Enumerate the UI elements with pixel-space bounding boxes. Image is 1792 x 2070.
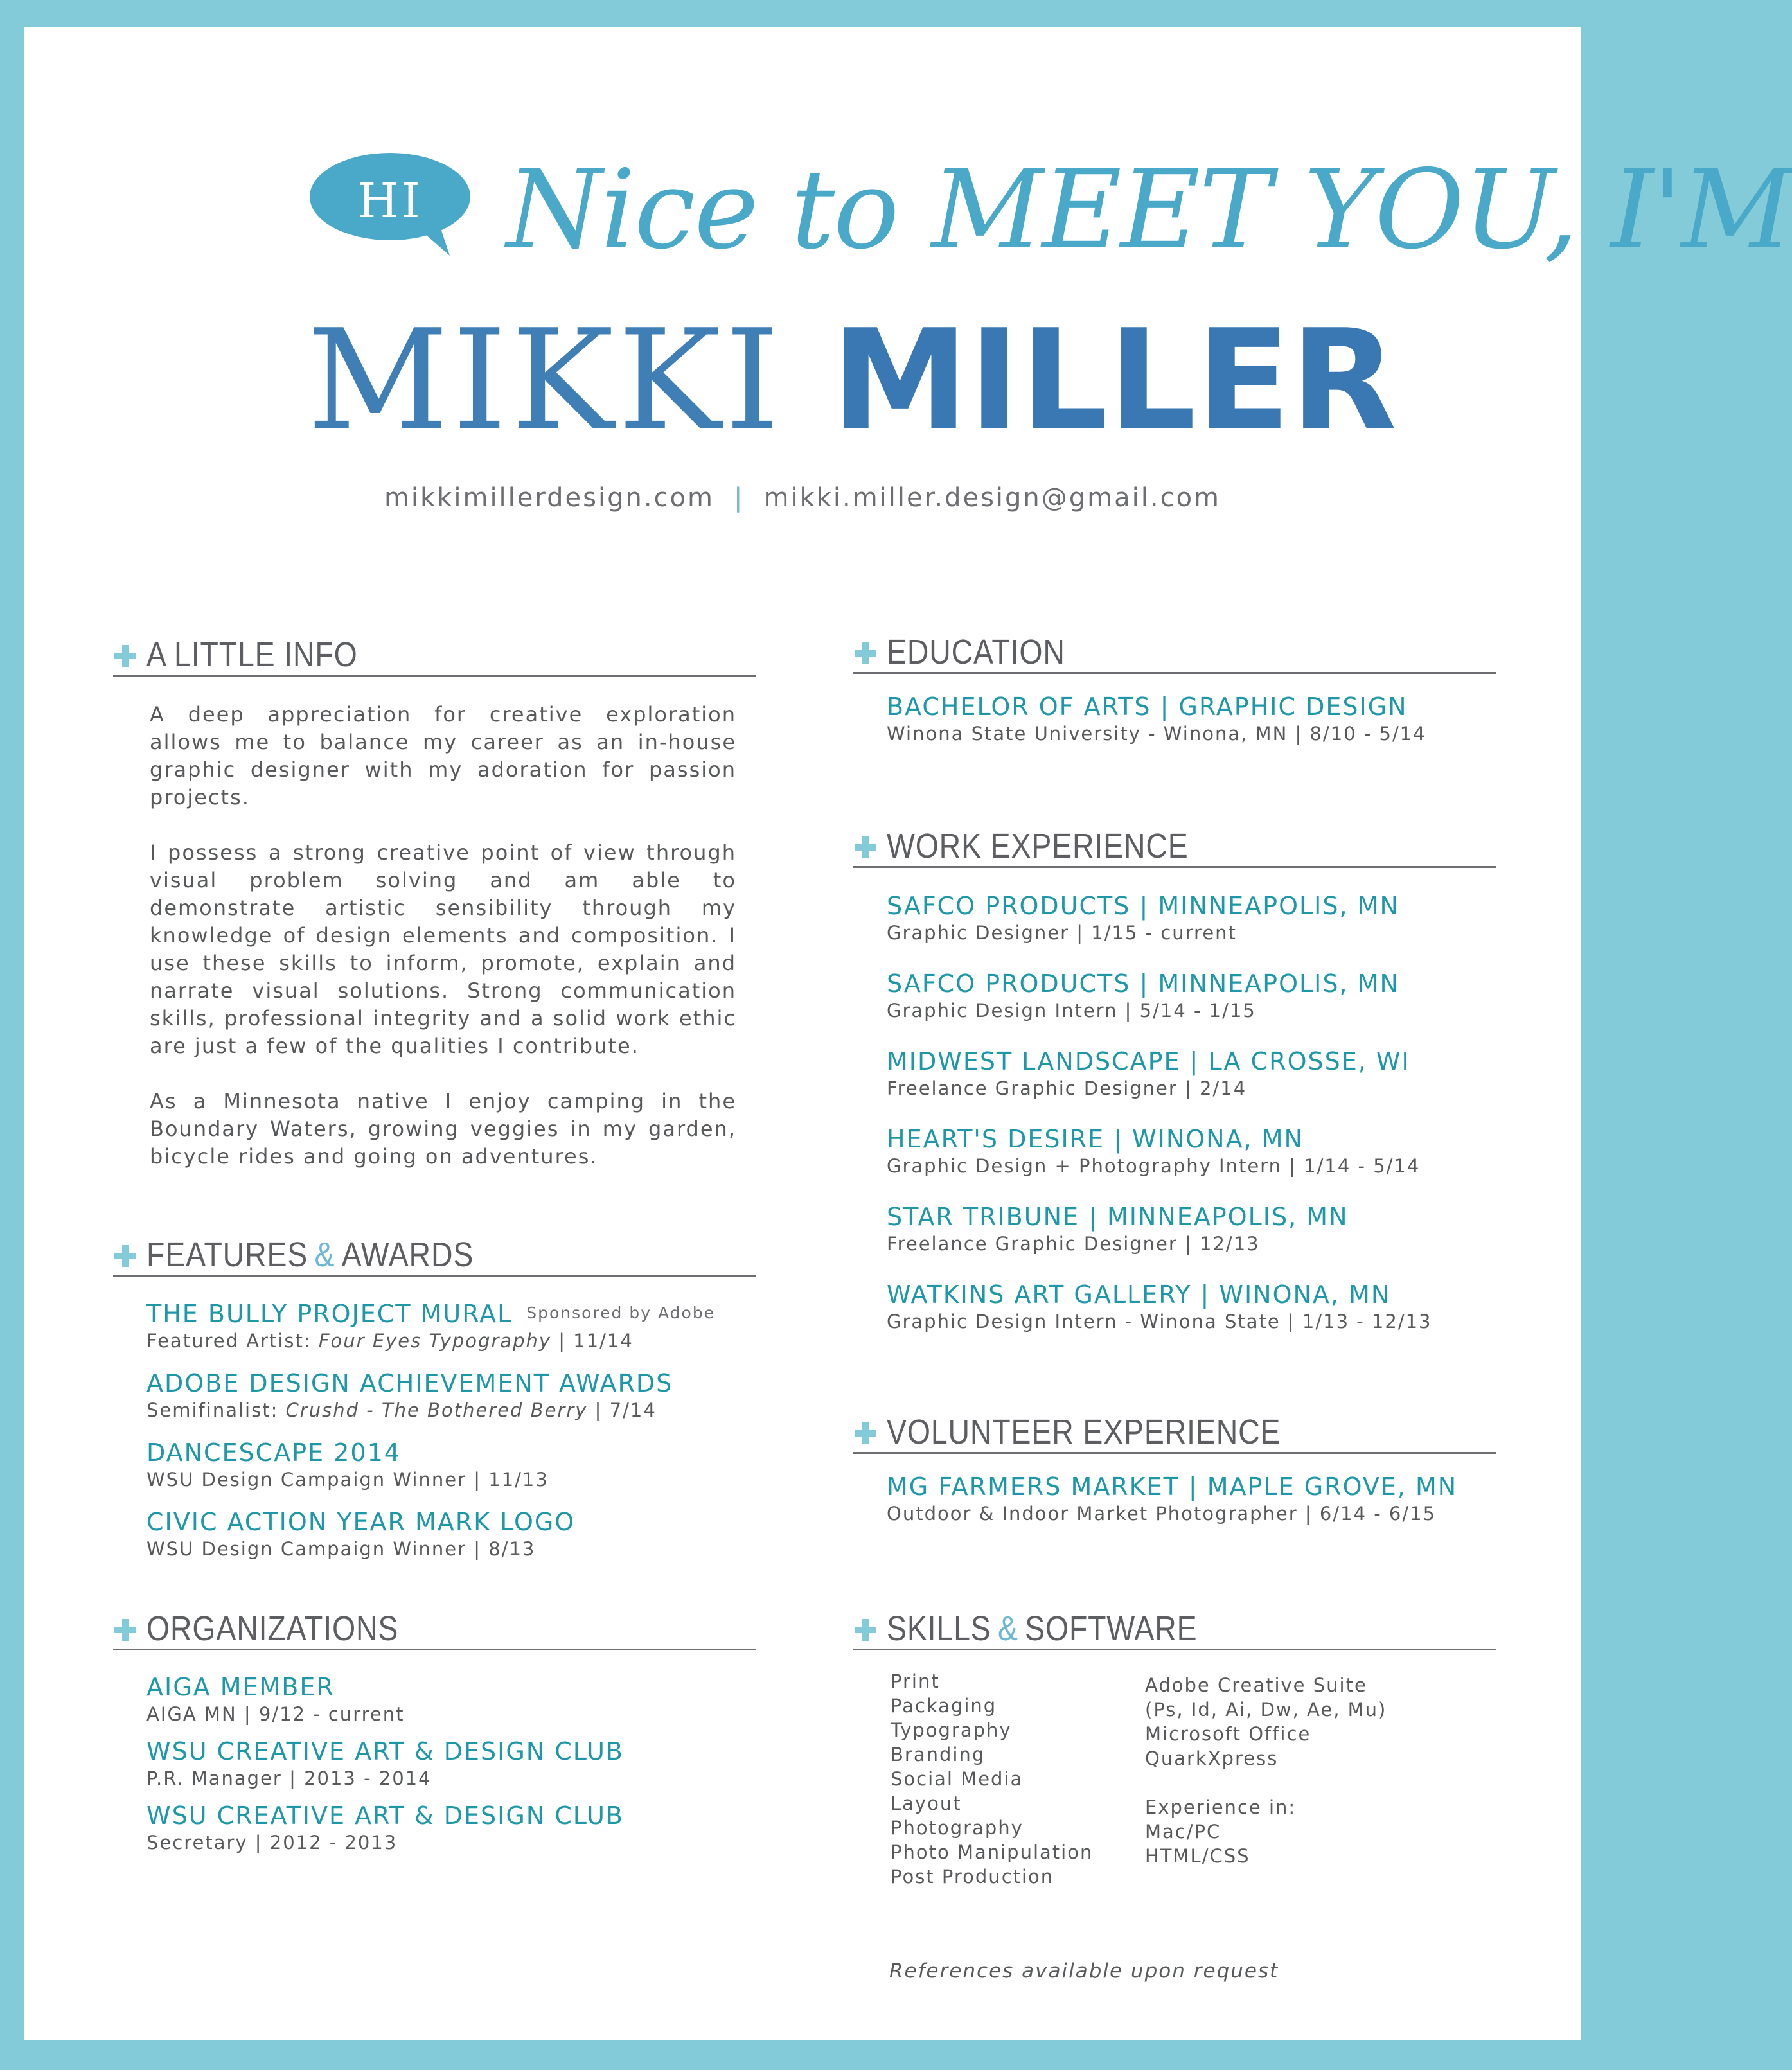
plus-icon xyxy=(114,645,136,667)
entry-subtitle: Graphic Design Intern - Winona State | 1/13 - 12/13 xyxy=(887,1311,1432,1332)
education-list xyxy=(853,674,1496,746)
list-item xyxy=(887,1472,1496,1526)
about-body xyxy=(113,677,756,1171)
skill-item: Post Production xyxy=(891,1866,1054,1888)
list-item xyxy=(146,1737,756,1791)
list-item xyxy=(887,1202,1496,1256)
section-volunteer-experience xyxy=(853,1412,1496,1526)
website-link[interactable]: mikkimillerdesign.com xyxy=(384,483,714,513)
entry-title: MG FARMERS MARKET | MAPLE GROVE, MN xyxy=(887,1473,1458,1501)
entry-title: SAFCO PRODUCTS | MINNEAPOLIS, MN xyxy=(887,969,1399,998)
first-name: MIKKI xyxy=(307,299,784,461)
section-skills-software xyxy=(853,1609,1496,1943)
section-title: VOLUNTEER EXPERIENCE xyxy=(887,1413,1281,1451)
section-title: EDUCATION xyxy=(887,633,1065,671)
section-organizations xyxy=(113,1609,756,1855)
section-features-awards xyxy=(113,1235,756,1561)
section-education xyxy=(853,632,1496,746)
entry-subtitle: Winona State University - Winona, MN | 8/10 - 5/14 xyxy=(887,723,1426,745)
entry-title: THE BULLY PROJECT MURAL Sponsored by Adobe xyxy=(146,1300,716,1328)
entry-title: STAR TRIBUNE | MINNEAPOLIS, MN xyxy=(887,1203,1349,1231)
features-list xyxy=(113,1277,756,1561)
entry-subtitle: Outdoor & Indoor Market Photographer | 6/14 - 6/15 xyxy=(887,1503,1437,1525)
entry-title: ADOBE DESIGN ACHIEVEMENT AWARDS xyxy=(146,1369,673,1397)
section-work-experience xyxy=(853,826,1496,1334)
plus-icon xyxy=(114,1245,136,1267)
references-note: References available upon request xyxy=(889,1959,1279,1983)
list-item xyxy=(146,1298,756,1353)
software-list xyxy=(1145,1673,1387,1868)
section-title: A LITTLE INFO xyxy=(146,635,358,674)
entry-note: Sponsored by Adobe xyxy=(526,1304,716,1322)
entry-subtitle: Freelance Graphic Designer | 12/13 xyxy=(887,1233,1260,1255)
spacer xyxy=(1145,1771,1387,1795)
entry-subtitle: Graphic Designer | 1/15 - current xyxy=(887,922,1237,944)
skill-item: Photo Manipulation xyxy=(891,1841,1094,1863)
list-item xyxy=(887,692,1496,746)
plus-icon xyxy=(855,1619,876,1641)
section-header xyxy=(853,1609,1496,1650)
applicant-name xyxy=(307,290,1397,470)
section-header xyxy=(113,1235,756,1277)
contact-separator: | xyxy=(733,483,745,513)
entry-subtitle: Graphic Design Intern | 5/14 - 1/15 xyxy=(887,1000,1256,1022)
section-header xyxy=(113,635,756,677)
entry-subtitle: Graphic Design + Photography Intern | 1/14 - 5/14 xyxy=(887,1155,1421,1177)
last-name: MILLER xyxy=(831,299,1397,461)
section-title: WORK EXPERIENCE xyxy=(887,827,1189,865)
section-title: ORGANIZATIONS xyxy=(146,1609,399,1648)
list-item xyxy=(146,1438,756,1492)
section-header xyxy=(113,1609,756,1650)
section-title: FEATURES & AWARDS xyxy=(146,1235,474,1274)
entry-subtitle: Freelance Graphic Designer | 2/14 xyxy=(887,1077,1247,1099)
entry-subtitle: WSU Design Campaign Winner | 11/13 xyxy=(146,1469,549,1491)
resume-page xyxy=(24,27,1792,2040)
entry-subtitle: P.R. Manager | 2013 - 2014 xyxy=(146,1767,432,1789)
organizations-list xyxy=(113,1650,756,1855)
skill-item: Print xyxy=(891,1670,940,1692)
list-item xyxy=(146,1368,756,1422)
section-header xyxy=(853,1412,1496,1454)
entry-title: CIVIC ACTION YEAR MARK LOGO xyxy=(146,1508,576,1536)
experience-item: HTML/CSS xyxy=(1145,1845,1250,1867)
software-item: (Ps, Id, Ai, Dw, Ae, Mu) xyxy=(1145,1699,1387,1721)
entry-title: WSU CREATIVE ART & DESIGN CLUB xyxy=(146,1801,624,1830)
entry-subtitle: WSU Design Campaign Winner | 8/13 xyxy=(146,1538,536,1560)
skill-item: Typography xyxy=(891,1719,1012,1741)
work-list xyxy=(853,868,1496,1334)
entry-subtitle: Featured Artist: Four Eyes Typography | 11/14 xyxy=(146,1330,634,1352)
list-item xyxy=(887,1124,1496,1178)
entry-title: BACHELOR OF ARTS | GRAPHIC DESIGN xyxy=(887,693,1408,721)
section-about xyxy=(113,635,756,1198)
section-header xyxy=(853,826,1496,868)
tagline: Nice to MEET YOU, I'M xyxy=(506,146,1792,274)
volunteer-list xyxy=(853,1454,1496,1526)
software-item: Adobe Creative Suite xyxy=(1145,1674,1367,1696)
email-link[interactable]: mikki.miller.design@gmail.com xyxy=(763,483,1221,513)
entry-subtitle: Semifinalist: Crushd - The Bothered Berry | 7/14 xyxy=(146,1399,657,1421)
entry-title: MIDWEST LANDSCAPE | LA CROSSE, WI xyxy=(887,1047,1410,1075)
about-paragraph: I possess a strong creative point of view through visual problem solving and am able to demonstrate artistic sensibility through my knowledge of design elements and composition. I use these skills to inform, promote, explain and narrate visual solutions. Strong communication skills, professional integrity and a solid work ethic are just a few of the qualities I contribute. xyxy=(150,840,736,1058)
experience-label: Experience in: xyxy=(1145,1796,1297,1818)
entry-title: WSU CREATIVE ART & DESIGN CLUB xyxy=(146,1737,624,1765)
skills-list xyxy=(891,1669,1093,1889)
about-paragraph: A deep appreciation for creative exploration allows me to balance my career as an in-house graphic designer with my adoration for passion projects. xyxy=(150,702,736,809)
speech-bubble-icon xyxy=(310,152,496,256)
list-item xyxy=(146,1507,756,1561)
entry-title: HEART'S DESIRE | WINONA, MN xyxy=(887,1125,1304,1153)
entry-title: SAFCO PRODUCTS | MINNEAPOLIS, MN xyxy=(887,892,1399,920)
entry-subtitle: Secretary | 2012 - 2013 xyxy=(146,1832,398,1853)
entry-title: DANCESCAPE 2014 xyxy=(146,1438,401,1467)
plus-icon xyxy=(114,1619,136,1641)
plus-icon xyxy=(855,836,876,858)
skill-item: Layout xyxy=(891,1792,962,1814)
skill-item: Social Media xyxy=(891,1768,1024,1790)
software-item: Microsoft Office xyxy=(1145,1723,1311,1745)
list-item xyxy=(887,969,1496,1023)
section-title: SKILLS & SOFTWARE xyxy=(887,1609,1198,1648)
software-item: QuarkXpress xyxy=(1145,1747,1279,1769)
plus-icon xyxy=(855,1422,876,1444)
entry-subtitle: AIGA MN | 9/12 - current xyxy=(146,1703,405,1725)
list-item xyxy=(146,1801,756,1855)
list-item xyxy=(887,891,1496,945)
skill-item: Branding xyxy=(891,1744,986,1765)
list-item xyxy=(887,1280,1496,1334)
list-item xyxy=(887,1047,1496,1101)
section-header xyxy=(853,632,1496,674)
entry-title: AIGA MEMBER xyxy=(146,1673,335,1701)
list-item xyxy=(146,1672,756,1726)
experience-item: Mac/PC xyxy=(1145,1821,1221,1843)
skill-item: Photography xyxy=(891,1817,1024,1839)
skill-item: Packaging xyxy=(891,1695,997,1717)
bubble-text: HI xyxy=(357,173,423,229)
contact-line xyxy=(24,483,1581,513)
entry-title: WATKINS ART GALLERY | WINONA, MN xyxy=(887,1280,1391,1309)
plus-icon xyxy=(855,642,876,664)
about-paragraph: As a Minnesota native I enjoy camping in the Boundary Waters, growing veggies in my garden, bicycle rides and going on adventures. xyxy=(150,1089,736,1169)
